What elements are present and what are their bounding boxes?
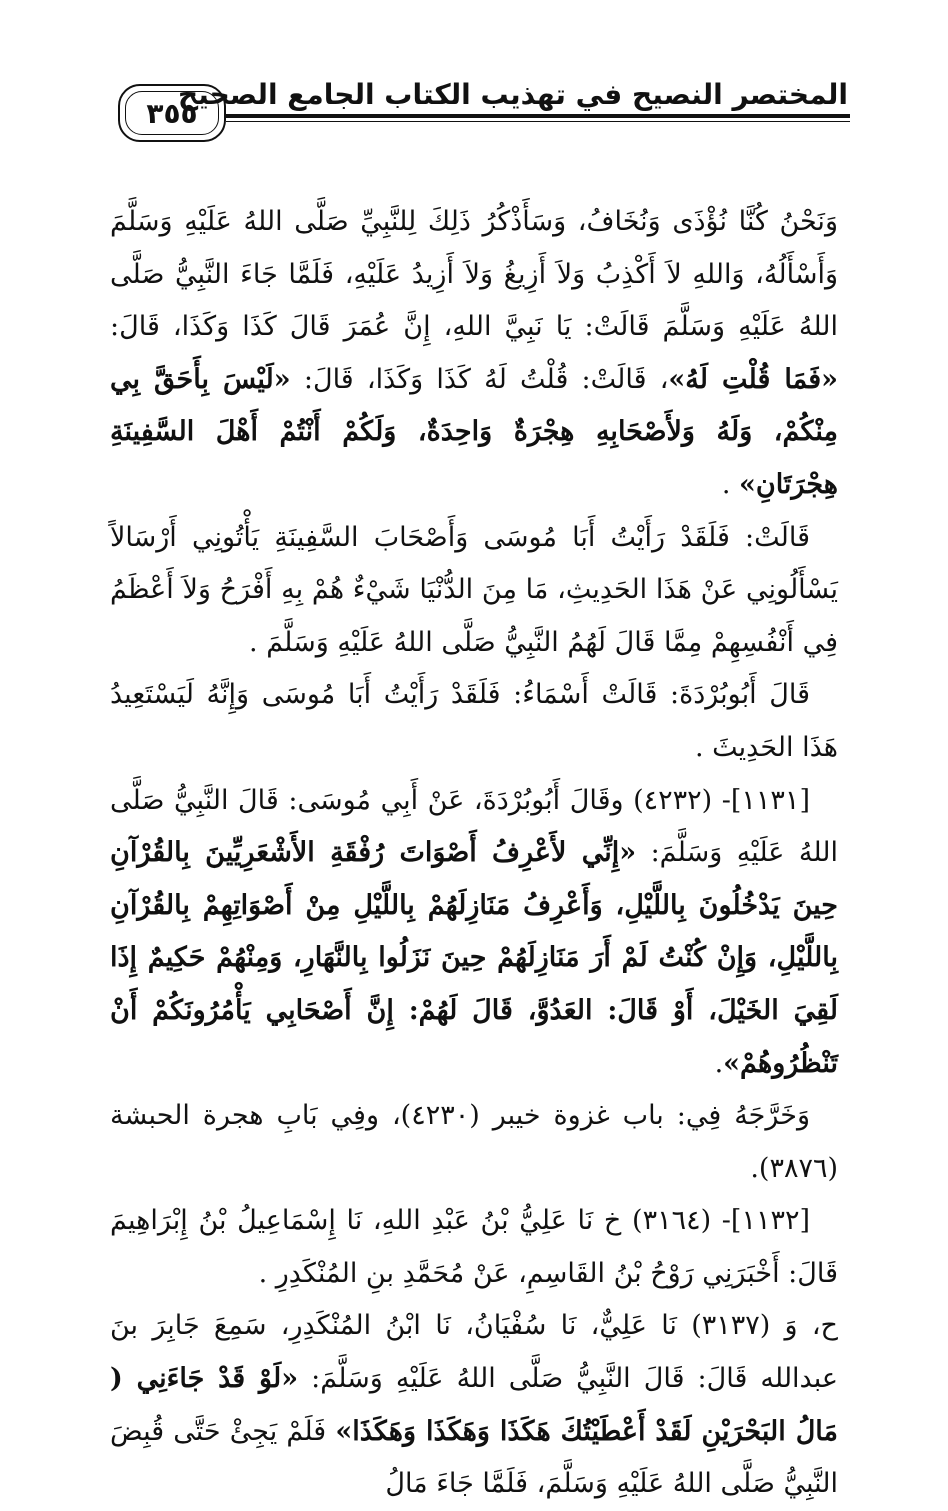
running-header-title: المختصر النصيح في تهذيب الكتاب الجامع الصحيح — [178, 78, 848, 111]
paragraph — [110, 669, 838, 774]
text-segment: [١١٣٢]- (٣١٦٤) خ نَا عَلِيُّ بْنُ عَبْدِ اللهِ، نَا إِسْمَاعِيلُ بْنُ إِبْرَاهِيمَ قَالَ: أَخْبَرَنِي رَوْحُ بْنُ القَاسِمِ، عَنْ مُحَمَّدِ بنِ المُنْكَدِرِ . — [110, 1205, 838, 1289]
header-rule-thin — [226, 121, 850, 122]
paragraph — [110, 775, 838, 1091]
text-segment: فَلَمْ يَجِئْ حَتَّى قُبِضَ النَّبِيُّ صَلَّى اللهُ عَلَيْهِ وَسَلَّمَ، فَلَمَّا جَاءَ مَالُ — [110, 1415, 838, 1500]
paragraph — [110, 1195, 838, 1300]
paragraph — [110, 1090, 838, 1195]
body-text — [110, 196, 838, 1511]
hadith-quote: «لَوْ قَدْ جَاءَنِي ( مَالُ البَحْرَيْنِ لَقَدْ أَعْطَيْتُكَ هَكَذَا وَهَكَذَا وَهَكَذَا» — [110, 1363, 839, 1447]
page-number: ٣٥٥ — [146, 96, 198, 130]
hadith-quote: «فَمَا قُلْتِ لَهُ» — [668, 363, 838, 395]
text-segment: وَخَرَّجَهُ فِي: باب غزوة خيبر (٤٢٣٠)، وفِي بَابِ هجرة الحبشة (٣٨٧٦). — [110, 1100, 838, 1184]
text-segment: ، قَالَتْ: قُلْتُ لَهُ كَذَا وَكَذَا، قَالَ: — [290, 363, 669, 395]
text-segment: . — [714, 1047, 724, 1079]
paragraph — [110, 512, 838, 670]
text-segment: ح، وَ (٣١٣٧) نَا عَلِيٌّ، نَا سُفْيَانُ، نَا ابْنُ المُنْكَدِرِ، سَمِعَ جَابِرَ بنَ عبدالله قَالَ: قَالَ النَّبِيُّ صَلَّى اللهُ عَلَيْهِ وَسَلَّمَ: — [110, 1310, 838, 1395]
hadith-quote: «إِنِّي لأَعْرِفُ أَصْوَاتَ رُفْقَةِ الأَشْعَرِيِّينَ بِالقُرْآنِ حِينَ يَدْخُلُونَ بِاللَّيْلِ، وَأَعْرِفُ مَنَازِلَهُمْ بِاللَّيْلِ مِنْ أَصْوَاتِهِمْ بِالقُرْآنِ بِاللَّيْلِ، وَإِنْ كُنْتُ لَمْ أَرَ مَنَازِلَهُمْ حِينَ نَزَلُوا بِالنَّهَارِ، وَمِنْهُمْ حَكِيمٌ إِذَا لَقِيَ الخَيْلَ، أَوْ قَالَ: العَدُوَّ، قَالَ لَهُمْ: إِنَّ أَصْحَابِي يَأْمُرُونَكُمْ أَنْ تَنْظُرُوهُمْ» — [110, 837, 838, 1079]
text-segment: قَالَ أَبُوبُرْدَةَ: قَالَتْ أَسْمَاءُ: فَلَقَدْ رَأَيْتُ أَبَا مُوسَى وَإِنَّهُ لَيَسْتَعِيدُ هَذَا الحَدِيثَ . — [110, 679, 838, 763]
paragraph — [110, 1300, 838, 1510]
header-rule-thick — [226, 114, 850, 118]
paragraph — [110, 196, 838, 512]
page-number-frame — [118, 84, 226, 142]
text-segment: . — [721, 468, 739, 500]
text-segment: قَالَتْ: فَلَقَدْ رَأَيْتُ أَبَا مُوسَى وَأَصْحَابَ السَّفِينَةِ يَأْتُونِي أَرْسَالاً يَسْأَلُونِي عَنْ هَذَا الحَدِيثِ، مَا مِنَ الدُّنْيَا شَيْءٌ هُمْ بِهِ أَفْرَحُ وَلاَ أَعْظَمُ فِي أَنْفُسِهِمْ مِمَّا قَالَ لَهُمُ النَّبِيُّ صَلَّى اللهُ عَلَيْهِ وَسَلَّمَ . — [110, 521, 838, 658]
hadith-quote: «لَيْسَ بِأَحَقَّ بِي مِنْكُمْ، وَلَهُ وَلأَصْحَابِهِ هِجْرَةٌ وَاحِدَةٌ، وَلَكُمْ أَنْتُمْ أَهْلَ السَّفِينَةِ هِجْرَتَانِ» — [110, 363, 838, 500]
text-segment: [١١٣١]- (٤٢٣٢) وقَالَ أَبُوبُرْدَةَ، عَنْ أَبِي مُوسَى: قَالَ النَّبِيُّ صَلَّى اللهُ عَلَيْهِ وَسَلَّمَ: — [110, 784, 838, 869]
text-segment: وَنَحْنُ كُنَّا نُؤْذَى وَنُخَافُ، وَسَأَذْكُرُ ذَلِكَ لِلنَّبِيِّ صَلَّى اللهُ عَلَيْهِ وَسَلَّمَ وَأَسْأَلُهُ، وَاللهِ لاَ أَكْذِبُ وَلاَ أَزِيغُ وَلاَ أَزِيدُ عَلَيْهِ، فَلَمَّا جَاءَ النَّبِيُّ صَلَّى اللهُ عَلَيْهِ وَسَلَّمَ قَالَتْ: يَا نَبِيَّ اللهِ، إِنَّ عُمَرَ قَالَ كَذَا وَكَذَا، قَالَ: — [110, 206, 838, 343]
